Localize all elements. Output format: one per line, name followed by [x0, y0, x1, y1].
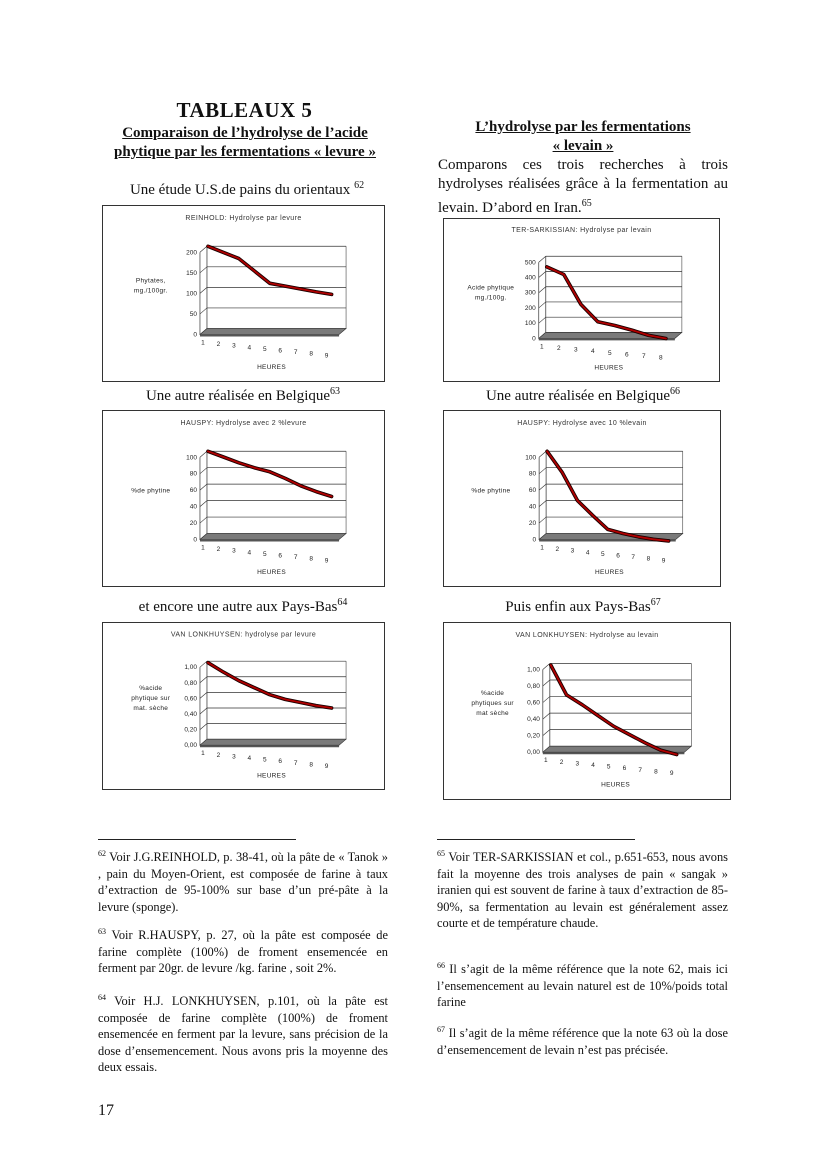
data-point: [284, 478, 286, 480]
data-point: [597, 715, 599, 717]
series-line-outline: [208, 663, 332, 708]
y-tick-label: 0,20: [184, 726, 197, 734]
gridline-depth: [539, 501, 546, 507]
y-axis-label: mg./100g.: [474, 294, 507, 302]
right-intro: Comparons ces trois recherches à trois hydrolyses réalisées grâce à la fermentation au levain. D’abord en Iran.$^{65}$: [438, 157, 728, 216]
x-tick-label: 1: [540, 544, 544, 552]
gridline-depth: [543, 680, 550, 686]
x-tick-label: 8: [309, 350, 313, 358]
data-point: [561, 472, 563, 474]
y-tick-label: 100: [524, 320, 536, 328]
y-tick-label: 0,20: [527, 732, 540, 740]
x-tick-label: 4: [247, 344, 252, 352]
data-point: [331, 707, 333, 709]
footnote-65: $^{65}$ Voir TER-SARKISSIAN et col., p.651-653, nous avons fait la moyenne des trois analyses de pain « sangak » iranien qui est souvent de farine à taux d’extraction de 85-90%, sa fermentation au levain est généralement assez courte et de température chaude.: [437, 849, 728, 930]
data-point: [269, 694, 271, 696]
y-tick-label: 1,00: [527, 666, 540, 674]
data-point: [238, 258, 240, 260]
y-tick-label: 0,40: [527, 716, 540, 724]
data-point: [676, 754, 678, 756]
data-point: [300, 485, 302, 487]
data-point: [315, 491, 317, 493]
caption-hauspy-levure: Une autre réalisée en Belgique$^{63}$: [145, 386, 341, 404]
data-point: [580, 303, 582, 305]
footnote-63: $^{63}$ Voir R.HAUSPY, p. 27, où la pâte est composée de farine complète (100%) de froment ensemencée en ferment par 20gr. de levure /kg. farine , soit 2%.: [98, 927, 388, 975]
x-tick-label: 3: [232, 753, 236, 761]
data-point: [253, 687, 255, 689]
x-tick-label: 7: [293, 349, 298, 357]
caption-lonkhuysen-levure: et encore une autre aux Pays-Bas$^{64}$: [138, 597, 348, 615]
data-point: [315, 291, 317, 293]
y-tick-label: 150: [186, 269, 197, 277]
chart-floor-edge: [539, 338, 675, 340]
chart-reinhold: [102, 205, 385, 382]
series-line-outline: [547, 451, 669, 541]
y-tick-label: 0: [193, 331, 197, 339]
data-point: [653, 538, 655, 540]
y-tick-label: 100: [186, 454, 197, 462]
right-heading: [437, 118, 729, 156]
footnote-rule-left: [98, 839, 296, 840]
x-axis-label: HEURES: [594, 568, 624, 576]
data-point: [269, 471, 271, 473]
x-tick-label: 4: [247, 755, 252, 762]
x-tick-label: 6: [616, 552, 620, 560]
chart-hauspy-levain: [443, 410, 721, 587]
chart-floor-edge: [200, 745, 339, 747]
y-tick-label: 0,00: [527, 749, 540, 757]
data-point: [597, 321, 599, 323]
footnote-64: $^{64}$ Voir H.J. LONKHUYSEN, p.101, où la pâte est composée de farine complète (100%) de froment ensemencée en ferment par la levure, sans précision de la dose d’ensemencement. Nous avons pris la moyenne des deux essais.: [98, 993, 388, 1074]
y-tick-label: 60: [528, 487, 537, 495]
x-tick-label: 3: [573, 346, 578, 354]
footnote-rule-right: [437, 839, 635, 840]
x-tick-label: 5: [608, 349, 612, 357]
x-tick-label: 5: [262, 550, 267, 558]
y-tick-label: 0,40: [184, 710, 197, 718]
caption-hauspy-levain: Une autre réalisée en Belgique$^{66}$: [485, 386, 681, 404]
gridline-depth: [200, 692, 207, 698]
chart-title: TER-SARKISSIAN: Hydrolyse par levain: [511, 226, 652, 234]
data-point: [284, 285, 286, 287]
gridline-depth: [539, 302, 546, 308]
x-tick-label: 4: [591, 762, 595, 769]
gridline-depth: [200, 677, 207, 683]
chart-svg: [444, 623, 730, 799]
series-line: [547, 267, 666, 339]
y-axis-label: Acide phytique: [467, 284, 515, 292]
gridline-depth: [539, 484, 546, 490]
data-point: [207, 450, 209, 452]
right-heading-line1: L’hydrolyse par les fermentations: [475, 119, 691, 135]
x-tick-label: 2: [556, 345, 561, 352]
x-tick-label: 6: [278, 758, 283, 766]
x-tick-label: 1: [544, 757, 548, 765]
y-axis-label: phytique sur: [131, 695, 171, 703]
x-tick-label: 9: [324, 352, 329, 360]
x-tick-label: 7: [642, 353, 646, 360]
x-tick-label: 3: [232, 342, 236, 350]
chart-floor: [200, 329, 346, 335]
y-tick-label: 300: [524, 289, 536, 297]
y-tick-label: 0: [193, 536, 197, 544]
x-tick-label: 9: [324, 557, 329, 565]
data-point: [207, 662, 209, 664]
x-tick-label: 2: [555, 546, 560, 554]
data-point: [331, 294, 333, 296]
chart-floor-edge: [200, 335, 339, 337]
data-point: [300, 288, 302, 290]
series-line: [208, 451, 332, 496]
chart-hauspy-levure: [102, 410, 385, 587]
footnote-62: $^{62}$ Voir J.G.REINHOLD, p. 38-41, où la pâte de « Tanok » , pain du Moyen-Orient, est composée de farine à taux d’extraction de 95-100% sur base d’un pré-pâte à la levure (sponge).: [98, 849, 388, 914]
gridline-depth: [200, 501, 207, 507]
y-tick-label: 1,00: [184, 664, 197, 672]
chart-svg: [103, 623, 384, 789]
x-tick-label: 1: [201, 750, 205, 758]
data-point: [546, 266, 548, 268]
x-tick-label: 5: [262, 345, 267, 353]
x-tick-label: 4: [590, 348, 595, 356]
chart-title: HAUSPY: Hydrolyse avec 10 %levain: [517, 420, 647, 427]
y-tick-label: 0,80: [184, 679, 197, 687]
x-tick-label: 1: [201, 544, 205, 552]
y-axis-label: mat. sèche: [133, 705, 169, 713]
x-tick-label: 9: [661, 557, 666, 565]
chart-title: HAUSPY: Hydrolyse avec 2 %levure: [180, 420, 307, 427]
data-point: [613, 725, 615, 727]
data-point: [546, 450, 548, 452]
y-axis-label: Phytates,: [135, 277, 166, 285]
x-tick-label: 5: [262, 756, 267, 764]
gridline-depth: [539, 271, 546, 277]
data-point: [644, 742, 646, 744]
footnote-67: $^{67}$ Il s’agit de la même référence que la note 63 où la dose d’ensemencement de levain n’est pas précisée.: [437, 1025, 728, 1057]
data-point: [581, 704, 583, 706]
y-tick-label: 20: [528, 520, 537, 528]
y-tick-label: 0,60: [184, 695, 197, 703]
y-tick-label: 400: [524, 274, 536, 282]
chart-lonkhuysen-levure: [102, 622, 385, 790]
data-point: [607, 529, 609, 531]
gridline-depth: [543, 713, 550, 719]
y-tick-label: 60: [189, 487, 197, 495]
page-title: TABLEAUX 5: [176, 98, 313, 122]
y-tick-label: 0: [532, 335, 536, 343]
data-point: [622, 533, 624, 535]
gridline-depth: [200, 517, 207, 523]
data-point: [637, 536, 639, 538]
x-tick-label: 5: [606, 763, 611, 771]
x-tick-label: 9: [669, 770, 674, 777]
chart-title: REINHOLD: Hydrolyse par levure: [185, 215, 302, 222]
y-tick-label: 80: [528, 470, 537, 478]
gridline-depth: [200, 708, 207, 714]
data-point: [253, 467, 255, 469]
x-tick-label: 7: [638, 766, 643, 774]
gridline-depth: [543, 697, 550, 703]
y-tick-label: 80: [189, 470, 197, 478]
data-point: [253, 270, 255, 272]
footnote-66: $^{66}$ Il s’agit de la même référence que la note 62, mais ici l’ensemencement au levain naturel est de 10%/poids total farine: [437, 961, 728, 1009]
left-heading: Comparaison de l’hydrolyse de l’acide phytique par les fermentations « levure »: [114, 125, 376, 160]
data-point: [629, 734, 631, 736]
x-tick-label: 8: [654, 768, 658, 776]
x-tick-label: 7: [293, 554, 298, 562]
x-tick-label: 5: [601, 550, 605, 558]
x-tick-label: 8: [309, 761, 313, 769]
chart-lonkhuysen-levain: [443, 622, 731, 800]
y-tick-label: 20: [189, 520, 197, 528]
gridline-depth: [543, 663, 550, 669]
chart-svg: [444, 219, 719, 381]
chart-svg: [103, 206, 384, 381]
data-point: [315, 705, 317, 707]
y-axis-label: %acide: [481, 689, 505, 697]
data-point: [550, 664, 552, 666]
data-point: [577, 500, 579, 502]
x-tick-label: 7: [631, 554, 636, 562]
x-tick-label: 8: [659, 354, 663, 362]
x-tick-label: 2: [216, 341, 221, 349]
y-tick-label: 200: [524, 304, 536, 312]
right-heading-line2: « levain »: [552, 138, 614, 154]
x-tick-label: 8: [309, 555, 313, 563]
x-tick-label: 2: [216, 751, 221, 759]
gridline-depth: [539, 317, 546, 323]
page-number: 17: [98, 1102, 114, 1119]
x-tick-label: 6: [278, 552, 283, 560]
data-point: [665, 338, 667, 340]
gridline-depth: [539, 517, 546, 523]
x-tick-label: 6: [622, 765, 627, 773]
gridline-depth: [539, 451, 546, 457]
data-point: [614, 325, 616, 327]
y-axis-label: mg./100gr.: [133, 287, 168, 295]
gridline-depth: [539, 468, 546, 474]
y-tick-label: 500: [524, 259, 536, 267]
x-tick-label: 2: [216, 546, 221, 554]
y-tick-label: 0,60: [527, 699, 540, 707]
gridline-depth: [200, 308, 207, 314]
data-point: [648, 335, 650, 337]
y-tick-label: 100: [525, 454, 537, 462]
chart-ter-sarkissian: [443, 218, 720, 382]
y-axis-label: %de phytine: [131, 487, 171, 495]
chart-floor: [200, 739, 346, 745]
gridline-depth: [200, 724, 207, 730]
x-tick-label: 3: [232, 547, 236, 555]
data-point: [238, 680, 240, 682]
gridline-depth: [539, 256, 546, 262]
y-tick-label: 100: [186, 290, 197, 298]
y-tick-label: 40: [528, 503, 537, 511]
x-tick-label: 1: [539, 343, 544, 351]
gridline-depth: [200, 246, 207, 252]
y-axis-label: %de phytine: [471, 487, 511, 495]
gridline-depth: [200, 287, 207, 293]
series-line: [551, 665, 677, 754]
data-point: [668, 540, 670, 542]
x-tick-label: 4: [247, 549, 252, 557]
x-axis-label: HEURES: [601, 781, 631, 789]
data-point: [300, 702, 302, 704]
y-tick-label: 40: [189, 503, 197, 511]
chart-floor-edge: [200, 540, 339, 542]
caption-lonkhuysen-levain: Puis enfin aux Pays-Bas$^{67}$: [505, 597, 661, 615]
x-tick-label: 9: [324, 763, 329, 770]
caption-reinhold: Une étude U.S.de pains du orientaux $^{62}$: [129, 180, 365, 198]
y-tick-label: 0,80: [527, 683, 540, 691]
data-point: [207, 245, 209, 247]
chart-svg: [444, 411, 720, 586]
gridline-depth: [200, 484, 207, 490]
series-line: [208, 663, 332, 708]
x-axis-label: HEURES: [257, 772, 286, 780]
chart-floor: [200, 534, 346, 540]
y-axis-label: phytiques sur: [471, 699, 514, 707]
x-axis-label: HEURES: [594, 364, 624, 372]
x-tick-label: 2: [559, 758, 564, 766]
gridline-depth: [200, 468, 207, 474]
gridline-depth: [539, 287, 546, 293]
data-point: [563, 274, 565, 276]
x-tick-label: 6: [625, 351, 629, 359]
x-axis-label: HEURES: [257, 568, 286, 576]
gridline-depth: [200, 451, 207, 457]
data-point: [223, 252, 225, 254]
data-point: [660, 749, 662, 751]
data-point: [238, 462, 240, 464]
x-axis-label: HEURES: [257, 363, 286, 371]
data-point: [631, 329, 633, 331]
chart-title: VAN LONKHUYSEN: hydrolyse par levure: [170, 631, 317, 639]
data-point: [592, 515, 594, 517]
chart-title: VAN LONKHUYSEN: Hydrolyse au levain: [515, 632, 659, 640]
x-tick-label: 6: [278, 347, 283, 355]
gridline-depth: [200, 661, 207, 667]
y-tick-label: 50: [189, 310, 197, 318]
x-tick-label: 8: [646, 555, 651, 563]
y-axis-label: mat sèche: [476, 709, 509, 717]
series-line-outline: [551, 665, 677, 754]
data-point: [331, 496, 333, 498]
data-point: [223, 671, 225, 673]
data-point: [284, 699, 286, 701]
data-point: [269, 282, 271, 284]
x-tick-label: 7: [293, 759, 298, 767]
x-tick-label: 4: [585, 549, 590, 557]
y-tick-label: 200: [186, 249, 197, 257]
y-axis-label: %acide: [139, 685, 163, 693]
chart-svg: [103, 411, 384, 586]
data-point: [223, 456, 225, 458]
gridline-depth: [200, 267, 207, 273]
x-tick-label: 1: [201, 339, 205, 347]
x-tick-label: 3: [575, 760, 580, 768]
gridline-depth: [543, 730, 550, 736]
y-tick-label: 0,00: [184, 742, 197, 750]
y-tick-label: 0: [532, 536, 537, 544]
data-point: [566, 694, 568, 696]
x-tick-label: 3: [570, 547, 575, 555]
